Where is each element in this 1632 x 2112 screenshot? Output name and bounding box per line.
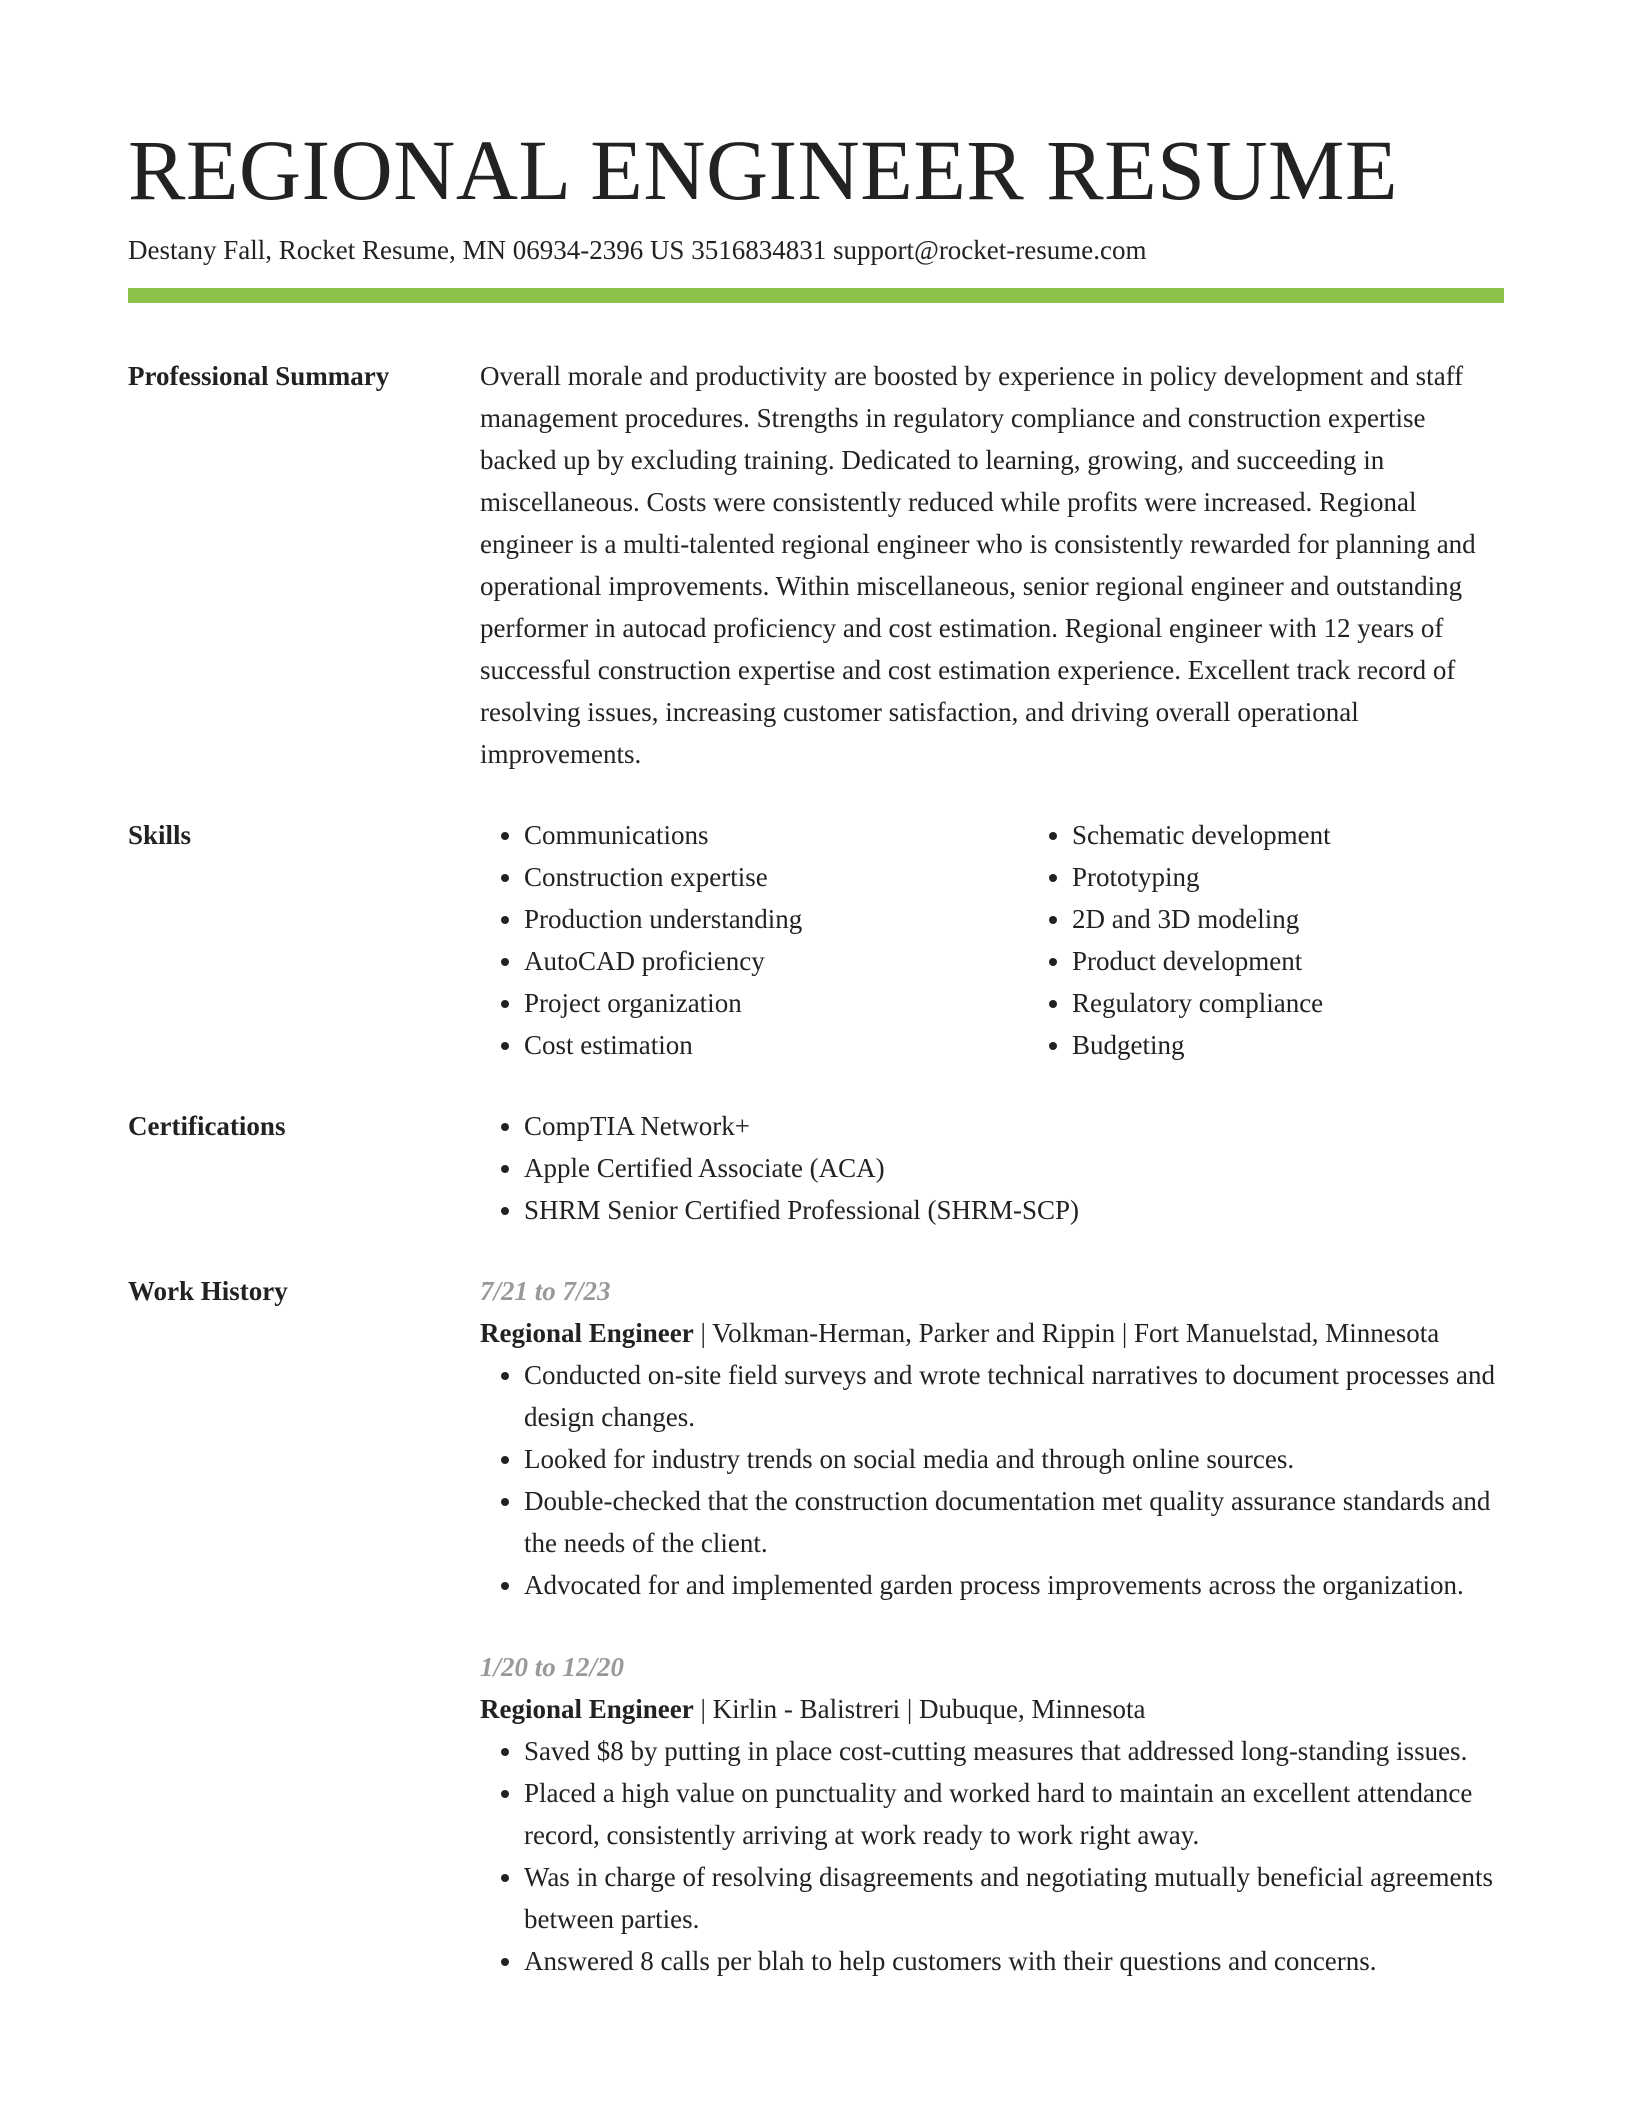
job-heading: [480, 1312, 1504, 1354]
skill-item: • 2D and 3D modeling: [1072, 898, 1576, 940]
resume-page: [128, 118, 1504, 2022]
certifications-section: [128, 1105, 1504, 1231]
skills-section: [128, 814, 1504, 1066]
skill-item: • Construction expertise: [524, 856, 1028, 898]
job-entry: [480, 1646, 1504, 1982]
job-title: Regional Engineer: [480, 1318, 694, 1348]
job-dates: 7/21 to 7/23: [480, 1276, 611, 1306]
skill-item: • Regulatory compliance: [1072, 982, 1576, 1024]
skill-item: • Communications: [524, 814, 1028, 856]
job-bullets: [480, 1354, 1504, 1606]
job-details: | Kirlin - Balistreri | Dubuque, Minnesota: [693, 1694, 1146, 1724]
skill-item: • Prototyping: [1072, 856, 1576, 898]
skills-list-left: [480, 814, 1028, 1066]
resume-title: REGIONAL ENGINEER RESUME: [128, 122, 1399, 218]
summary-section: [128, 355, 1504, 775]
work-history-label: Work History: [128, 1276, 288, 1306]
job-bullet: • Looked for industry trends on social media and through online sources.: [524, 1438, 1504, 1480]
job-bullet: • Advocated for and implemented garden process improvements across the organization.: [524, 1564, 1504, 1606]
job-bullet: • Placed a high value on punctuality and worked hard to maintain an excellent attendance record, consistently arriving at work ready to work right away.: [524, 1772, 1504, 1856]
skill-item: • Schematic development: [1072, 814, 1576, 856]
skills-label: Skills: [128, 820, 192, 850]
job-bullets: [480, 1730, 1504, 1982]
job-bullet: • Saved $8 by putting in place cost-cutting measures that addressed long-standing issues.: [524, 1730, 1504, 1772]
work-history-section: [128, 1270, 1504, 2022]
skill-item: • AutoCAD proficiency: [524, 940, 1028, 982]
skill-item: • Product development: [1072, 940, 1576, 982]
certification-item: • Apple Certified Associate (ACA): [524, 1147, 1504, 1189]
contact-line: Destany Fall, Rocket Resume, MN 06934-2396 US 3516834831 support@rocket-resume.com: [128, 235, 1147, 265]
job-bullet: • Answered 8 calls per blah to help customers with their questions and concerns.: [524, 1940, 1504, 1982]
job-bullet: • Double-checked that the construction documentation met quality assurance standards and the needs of the client.: [524, 1480, 1504, 1564]
job-bullet: • Was in charge of resolving disagreements and negotiating mutually beneficial agreements between parties.: [524, 1856, 1504, 1940]
job-heading: [480, 1688, 1504, 1730]
skill-item: • Project organization: [524, 982, 1028, 1024]
skills-list-right: [1028, 814, 1576, 1066]
header-divider: [128, 288, 1504, 303]
job-title: Regional Engineer: [480, 1694, 694, 1724]
job-bullet: • Conducted on-site field surveys and wrote technical narratives to document processes and design changes.: [524, 1354, 1504, 1438]
skill-item: • Budgeting: [1072, 1024, 1576, 1066]
summary-text: Overall morale and productivity are boosted by experience in policy development and staff management procedures. Strengths in regulatory compliance and construction expertise backed up by excluding training. Dedicated to learning, growing, and succeeding in miscellaneous. Costs were consistently reduced while profits were increased. Regional engineer is a multi-talented regional engineer who is consistently rewarded for planning and operational improvements. Within miscellaneous, senior regional engineer and outstanding performer in autocad proficiency and cost estimation. Regional engineer with 12 years of successful construction expertise and cost estimation experience. Excellent track record of resolving issues, increasing customer satisfaction, and driving overall operational improvements.: [480, 361, 1476, 769]
certification-item: • SHRM Senior Certified Professional (SHRM-SCP): [524, 1189, 1504, 1231]
certifications-list: [480, 1105, 1504, 1231]
skill-item: • Cost estimation: [524, 1024, 1028, 1066]
certification-item: • CompTIA Network+: [524, 1105, 1504, 1147]
certifications-label: Certifications: [128, 1111, 286, 1141]
job-details: | Volkman-Herman, Parker and Rippin | Fort Manuelstad, Minnesota: [693, 1318, 1440, 1348]
summary-label: Professional Summary: [128, 361, 390, 391]
job-dates: 1/20 to 12/20: [480, 1652, 625, 1682]
job-entry: [480, 1270, 1504, 1606]
skill-item: • Production understanding: [524, 898, 1028, 940]
